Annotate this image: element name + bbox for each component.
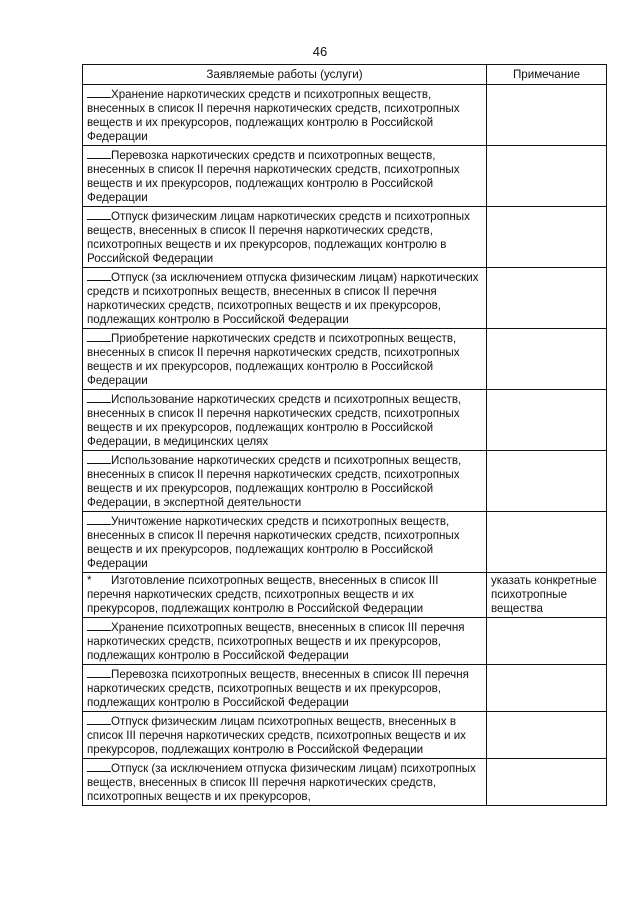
table-row [83, 390, 607, 451]
table-row [83, 712, 607, 759]
work-cell [83, 665, 487, 712]
table-row [83, 268, 607, 329]
table-row [83, 618, 607, 665]
work-text: Изготовление психотропных веществ, внесенных в список III перечня наркотических средств, психотропных веществ и их прекурсоров, подлежащих контролю в Российской Федерации [87, 574, 439, 615]
note-cell [487, 329, 607, 390]
page-number: 46 [312, 44, 328, 59]
checkbox-blank-line [87, 147, 111, 159]
work-text: Перевозка психотропных веществ, внесенных в список III перечня наркотических средств, психотропных веществ и их прекурсоров, подлежащих контролю в Российской Федерации [87, 668, 469, 709]
work-text: Отпуск (за исключением отпуска физическим лицам) психотропных веществ, внесенных в список III перечня наркотических средств, психотропных веществ и их прекурсоров, [87, 762, 476, 803]
note-cell [487, 390, 607, 451]
work-cell [83, 329, 487, 390]
table-row [83, 329, 607, 390]
table-row [83, 512, 607, 573]
checkbox-blank-line [87, 452, 111, 464]
work-text: Отпуск физическим лицам наркотических средств и психотропных веществ, внесенных в список II перечня наркотических средств, психотропных веществ и их прекурсоров, подлежащих контролю в Российской Федерации [87, 210, 470, 265]
note-cell [487, 512, 607, 573]
table-header-row [83, 65, 607, 85]
note-cell: указать конкретные психотропные вещества [487, 573, 607, 618]
note-cell [487, 207, 607, 268]
header-note: Примечание [487, 65, 607, 85]
work-cell [83, 759, 487, 806]
work-text: Отпуск физическим лицам психотропных веществ, внесенных в список III перечня наркотических средств, психотропных веществ и их прекурсоров, подлежащих контролю в Российской Федерации [87, 715, 466, 756]
table-body [83, 85, 607, 806]
note-cell [487, 451, 607, 512]
work-text: Уничтожение наркотических средств и психотропных веществ, внесенных в список II перечня наркотических средств, психотропных веществ и их прекурсоров, подлежащих контролю в Российской Федерации [87, 515, 460, 570]
services-table [82, 64, 607, 806]
note-cell [487, 712, 607, 759]
work-cell [83, 618, 487, 665]
work-text: Хранение психотропных веществ, внесенных в список III перечня наркотических средств, психотропных веществ и их прекурсоров, подлежащих контролю в Российской Федерации [87, 621, 465, 662]
checkbox-blank-line [87, 269, 111, 281]
work-text: Приобретение наркотических средств и психотропных веществ, внесенных в список II перечня наркотических средств, психотропных веществ и их прекурсоров, подлежащих контролю в Российской Федерации [87, 332, 460, 387]
work-cell [83, 85, 487, 146]
checkbox-blank-line [87, 666, 111, 678]
note-cell [487, 759, 607, 806]
note-cell [487, 268, 607, 329]
table-row [83, 146, 607, 207]
header-work: Заявляемые работы (услуги) [83, 65, 487, 85]
work-cell [83, 451, 487, 512]
note-cell [487, 146, 607, 207]
work-text: Перевозка наркотических средств и психотропных веществ, внесенных в список II перечня наркотических средств, психотропных веществ и их прекурсоров, подлежащих контролю в Российской Федерации [87, 149, 460, 204]
note-cell [487, 665, 607, 712]
work-text: Использование наркотических средств и психотропных веществ, внесенных в список II перечня наркотических средств, психотропных веществ и их прекурсоров, подлежащих контролю в Российской Федерации, в экспертной деятельности [87, 454, 462, 509]
checkbox-blank-line [87, 713, 111, 725]
work-text: Использование наркотических средств и психотропных веществ, внесенных в список II перечня наркотических средств, психотропных веществ и их прекурсоров, подлежащих контролю в Российской Федерации, в медицинских целях [87, 393, 462, 448]
table-row [83, 759, 607, 806]
note-cell [487, 618, 607, 665]
table-row [83, 85, 607, 146]
note-cell [487, 85, 607, 146]
work-text: Хранение наркотических средств и психотропных веществ, внесенных в список II перечня наркотических средств, психотропных веществ и их прекурсоров, подлежащих контролю в Российской Федерации [87, 88, 460, 143]
table-row [83, 451, 607, 512]
work-cell [83, 268, 487, 329]
checkbox-blank-line [87, 760, 111, 772]
table-row [83, 573, 607, 618]
checkbox-blank-line [87, 330, 111, 342]
table-row [83, 207, 607, 268]
work-cell [83, 390, 487, 451]
checkbox-blank-line [87, 619, 111, 631]
checkbox-blank-line [87, 391, 111, 403]
work-cell [83, 573, 487, 618]
work-cell [83, 512, 487, 573]
checkbox-blank-line [87, 513, 111, 525]
asterisk-marker: * [87, 574, 92, 587]
work-cell [83, 146, 487, 207]
work-text: Отпуск (за исключением отпуска физическим лицам) наркотических средств и психотропных веществ, внесенных в список II перечня наркотических средств, психотропных веществ и их прекурсоров, подлежащих контролю в Российской Федерации [87, 271, 479, 326]
checkbox-blank-line [87, 86, 111, 98]
work-cell [83, 712, 487, 759]
checkbox-blank-line [87, 208, 111, 220]
table-row [83, 665, 607, 712]
work-cell [83, 207, 487, 268]
